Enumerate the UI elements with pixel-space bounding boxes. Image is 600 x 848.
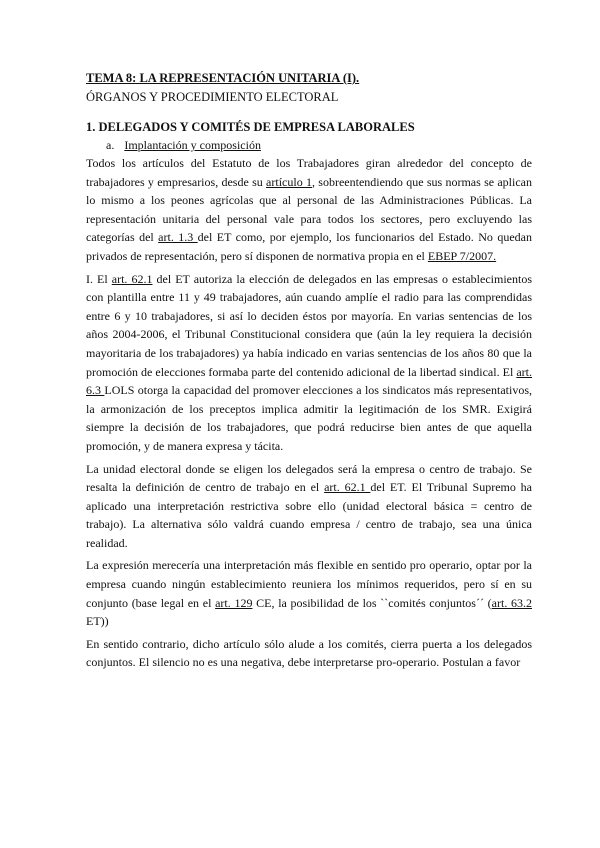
paragraph-1 — [86, 154, 532, 266]
legal-reference-link[interactable]: art. 6.3 — [86, 364, 532, 398]
subsection-heading — [106, 136, 532, 154]
legal-reference-link[interactable]: art. 1.3 — [158, 230, 198, 245]
legal-reference-link[interactable]: EBEP 7/2007. — [427, 248, 497, 263]
paragraph-text: CE, la posibilidad de los ``comités conjuntos´´ ( — [252, 595, 492, 610]
legal-reference-link[interactable]: art. 62.1 — [111, 271, 153, 286]
document-page — [86, 70, 532, 676]
subsection-marker: a. — [106, 138, 115, 152]
subsection-label: Implantación y composición — [124, 138, 261, 152]
paragraph-text: LOLS otorga la capacidad del promover elecciones a los sindicatos más representativos, la armonización de los preceptos implica admitir la legitimación de los SMR. Exigirá siempre la decisión de los trabajadores, que podrá reducirse bien antes de que aquella promoción, y de manera expresa y tácita. — [86, 383, 533, 453]
paragraph-4 — [86, 556, 532, 630]
legal-reference-link[interactable]: artículo 1 — [266, 174, 312, 189]
document-title: TEMA 8: LA REPRESENTACIÓN UNITARIA (I). — [86, 71, 360, 85]
legal-reference-link[interactable]: art. 63.2 — [491, 595, 533, 610]
legal-reference-link[interactable]: art. 129 — [215, 595, 253, 610]
paragraph-text: I. El — [86, 271, 112, 286]
paragraph-text: del ET como, por ejemplo, los funcionarios del Estado. No quedan privados de representación, pero sí disponen de normativa propia en el — [86, 230, 532, 263]
paragraph-text: La expresión merecería una interpretación más flexible en sentido pro operario, optar por la empresa cuando ningún establecimiento reuniera los mínimos requeridos, pero sí en su conjunto (base legal en el — [86, 558, 532, 610]
paragraph-text: Todos los artículos del Estatuto de los Trabajadores giran alrededor del concepto de trabajadores y empresarios, desde su — [86, 156, 532, 189]
document-subtitle: ÓRGANOS Y PROCEDIMIENTO ELECTORAL — [86, 90, 339, 104]
paragraph-2 — [86, 270, 532, 456]
paragraph-text: del ET autoriza la elección de delegados en las empresas o establecimientos con plantilla entre 11 y 49 trabajadores, aún cuando amplíe el radio para las comprendidas entre 6 y 10 trabajadores, si así lo deciden éstos por mayoría. En varias sentencias de los años 2004-2006, el Tribunal Constitucional considera que (aún la ley requiera la decisión mayoritaria de los trabajadores) ya había indicado en varias sentencias de los años 80 que la promoción de elecciones formaba parte del contenido adicional de la libertad sindical. El — [86, 271, 532, 379]
legal-reference-link[interactable]: art. 62.1 — [324, 480, 371, 495]
paragraph-text: , sobreentendiendo que sus normas se aplican lo mismo a los peones agrícolas que al personal de las Administraciones Públicas. La representación unitaria del personal vale para todos los sectores, pero excluyendo las categorías del — [86, 174, 533, 245]
paragraph-3 — [86, 460, 532, 553]
paragraph-5 — [86, 635, 532, 672]
section-heading: 1. DELEGADOS Y COMITÉS DE EMPRESA LABORALES — [86, 120, 415, 134]
paragraph-text: del ET. El Tribunal Supremo ha aplicado una interpretación restrictiva sobre ello (unidad electoral básica = centro de trabajo). La alternativa sólo valdrá cuando empresa / centro de trabajo, sea una única realidad. — [86, 480, 533, 550]
paragraph-text: La unidad electoral donde se eligen los delegados será la empresa o centro de trabajo. Se resalta la definición de centro de trabajo en el — [86, 461, 532, 495]
paragraph-text: ET)) — [86, 614, 109, 629]
paragraph-text: En sentido contrario, dicho artículo sólo alude a los comités, cierra puerta a los delegados conjuntos. El silencio no es una negativa, debe interpretarse pro-operario. Postulan a favor — [86, 636, 532, 670]
